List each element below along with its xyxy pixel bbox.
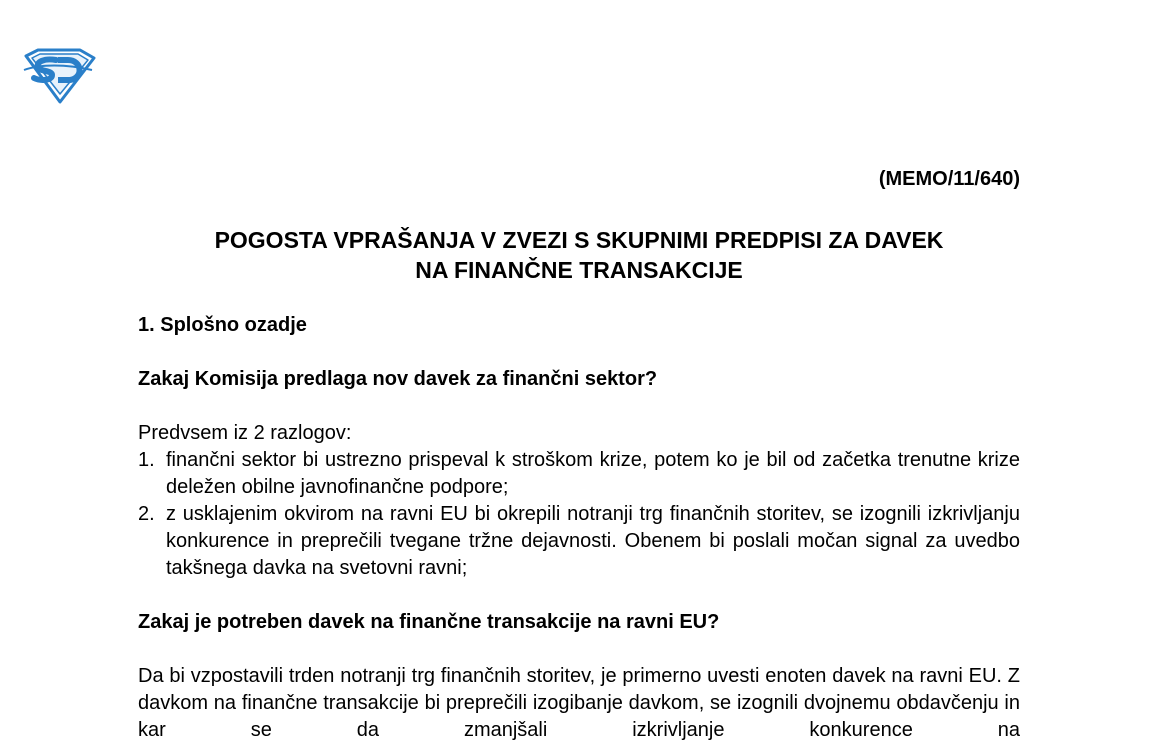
title-line-1: POGOSTA VPRAŠANJA V ZVEZI S SKUPNIMI PREDPISI ZA DAVEK (214, 227, 944, 253)
list-intro: Predvsem iz 2 razlogov: (138, 422, 352, 444)
question-heading-2: Zakaj je potreben davek na finančne transakcije na ravni EU? (138, 611, 720, 633)
section-heading: 1. Splošno ozadje (138, 314, 307, 336)
list-item (138, 501, 1020, 582)
list-item (138, 447, 1020, 501)
sd-logo-icon (22, 48, 96, 104)
title-line-2: NA FINANČNE TRANSAKCIJE (415, 257, 743, 283)
list-item-number: 2. (138, 503, 155, 525)
list-item-text: finančni sektor bi ustrezno prispeval k stroškom krize, potem ko je bil od začetka trenutne krize deležen obilne javnofinančne podpore; (166, 449, 1020, 498)
memo-reference: (MEMO/11/640) (878, 168, 1020, 190)
list-item-number: 1. (138, 449, 155, 471)
question-heading-1: Zakaj Komisija predlaga nov davek za finančni sektor? (138, 368, 658, 390)
page-title (137, 225, 1021, 285)
document-body (138, 312, 1020, 744)
answer-paragraph: Da bi vzpostavili trden notranji trg finančnih storitev, je primerno uvesti enoten davek na ravni EU. Z davkom na finančne transakcije bi preprečili izogibanje davkom, se izognili dvojnemu obdavčenju in kar se da zmanjšali izkrivljanje konkurence na (138, 665, 1020, 741)
reasons-list (138, 447, 1020, 582)
list-item-text: z usklajenim okvirom na ravni EU bi okrepili notranji trg finančnih storitev, se izognili izkrivljanju konkurence in preprečili tvegane tržne dejavnosti. Obenem bi poslali močan signal za uvedbo takšnega davka na svetovni ravni; (166, 503, 1020, 579)
